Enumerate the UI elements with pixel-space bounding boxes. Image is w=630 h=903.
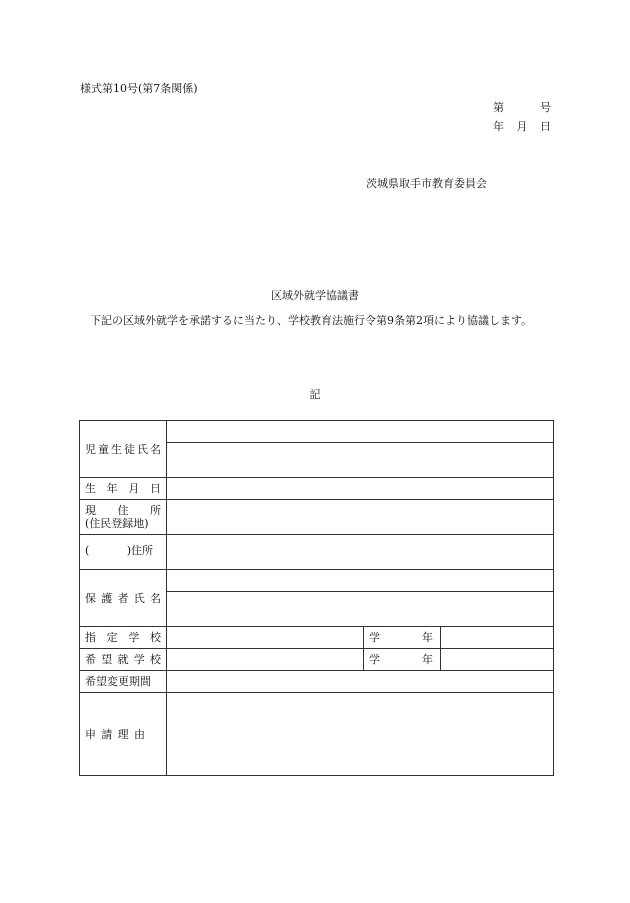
table-row: [80, 478, 554, 500]
table-row: [80, 570, 554, 592]
alt-address-field[interactable]: [167, 535, 554, 570]
date-month: 月: [516, 120, 528, 133]
birth-date-label-cell: [80, 478, 167, 500]
number-suffix: 号: [540, 101, 551, 114]
desired-grade-field[interactable]: [441, 649, 554, 671]
designated-grade-label-cell: [364, 627, 441, 649]
grade-label: 学 年: [369, 631, 433, 644]
reason-label: 申 請 理 由: [85, 727, 145, 741]
guardian-name-label-cell: [80, 570, 167, 627]
designated-school-label: 指 定 学 校: [85, 631, 161, 644]
table-row: [80, 421, 554, 443]
address-note: (住民登録地): [85, 517, 149, 530]
table-row: [80, 693, 554, 776]
date-day: 日: [540, 120, 551, 133]
desired-school-field[interactable]: [167, 649, 364, 671]
student-name-reading-field[interactable]: [167, 421, 554, 443]
designated-grade-field[interactable]: [441, 627, 554, 649]
change-period-label-cell: [80, 671, 167, 693]
student-name-field[interactable]: [167, 443, 554, 478]
table-row: [80, 649, 554, 671]
reason-label-cell: [80, 693, 167, 776]
form-number-label: 様式第10号(第7条関係): [80, 82, 198, 95]
document-number-line: [493, 99, 551, 115]
number-prefix: 第: [493, 101, 504, 114]
reason-field[interactable]: [167, 693, 554, 776]
alt-address-label: ( )住所: [85, 544, 153, 557]
document-date-line: [493, 118, 551, 134]
alt-address-label-cell: [80, 535, 167, 570]
document-body-text: 下記の区域外就学を承諾するに当たり、学校教育法施行令第9条第2項により協議します。: [90, 314, 533, 327]
table-row: [80, 500, 554, 535]
address-field[interactable]: [167, 500, 554, 535]
guardian-name-label: 保 護 者 氏 名: [85, 591, 161, 605]
desired-grade-label-cell: [364, 649, 441, 671]
change-period-label: 希望変更期間: [85, 675, 151, 688]
table-row: [80, 627, 554, 649]
grade-label: 学 年: [369, 653, 433, 666]
birth-date-field[interactable]: [167, 478, 554, 500]
desired-school-label-cell: [80, 649, 167, 671]
ki-heading: 記: [309, 388, 321, 401]
designated-school-label-cell: [80, 627, 167, 649]
consultation-form-table: [79, 420, 554, 776]
student-name-label: 児 童 生 徒 氏 名: [85, 442, 161, 456]
student-name-label-cell: [80, 421, 167, 478]
desired-school-label: 希 望 就 学 校: [85, 653, 161, 666]
document-title: 区域外就学協議書: [271, 289, 359, 302]
guardian-name-reading-field[interactable]: [167, 570, 554, 592]
issuer-name: 茨城県取手市教育委員会: [366, 177, 487, 190]
address-label-cell: [80, 500, 167, 535]
table-row: [80, 671, 554, 693]
date-year: 年: [493, 120, 504, 133]
change-period-field[interactable]: [167, 671, 554, 693]
designated-school-field[interactable]: [167, 627, 364, 649]
table-row: [80, 535, 554, 570]
birth-date-label: 生 年 月 日: [85, 482, 161, 495]
guardian-name-field[interactable]: [167, 592, 554, 627]
address-label: 現 住 所: [85, 504, 161, 517]
